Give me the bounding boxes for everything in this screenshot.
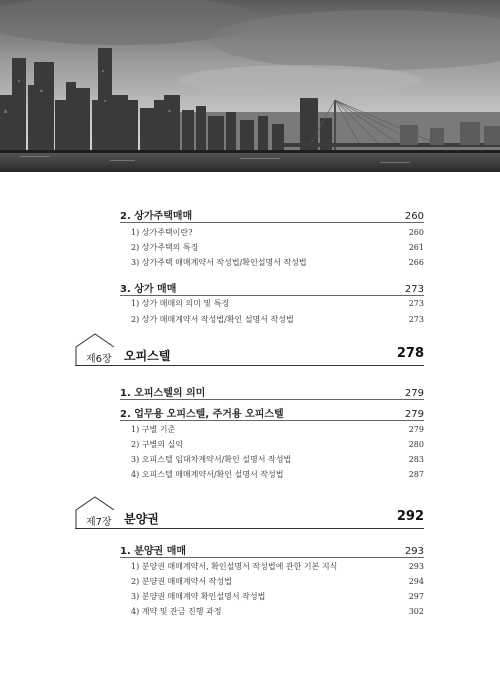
toc-item-entry[interactable] bbox=[131, 257, 424, 268]
toc-item-entry[interactable] bbox=[131, 576, 424, 587]
toc-section-entry[interactable] bbox=[120, 384, 424, 399]
section-page-number: 293 bbox=[404, 546, 424, 557]
section-divider bbox=[120, 222, 424, 223]
section-divider bbox=[120, 420, 424, 421]
item-label: 3) 분양권 매매계약 확인설명서 작성법 bbox=[131, 592, 266, 601]
item-label: 1) 상가주택이란? bbox=[131, 228, 193, 237]
item-label: 4) 오피스텔 매매계약서/확인 설명서 작성법 bbox=[131, 470, 284, 479]
chapter-heading[interactable] bbox=[75, 496, 424, 530]
section-page-number: 279 bbox=[404, 409, 424, 420]
item-page-number: 273 bbox=[408, 315, 424, 324]
chapter-title: 분양권 bbox=[124, 512, 159, 526]
section-page-number: 260 bbox=[404, 211, 424, 222]
item-page-number: 293 bbox=[408, 562, 424, 571]
chapter-page-number: 278 bbox=[396, 346, 424, 361]
item-label: 2) 상가주택의 특징 bbox=[131, 243, 199, 252]
section-title: 2. 상가주택매매 bbox=[120, 211, 193, 222]
chapter-divider bbox=[75, 365, 424, 366]
item-page-number: 287 bbox=[408, 470, 424, 479]
toc-item-entry[interactable] bbox=[131, 314, 424, 325]
item-page-number: 302 bbox=[408, 607, 424, 616]
toc-item-entry[interactable] bbox=[131, 454, 424, 465]
section-page-number: 279 bbox=[404, 388, 424, 399]
item-page-number: 273 bbox=[408, 299, 424, 308]
toc-item-entry[interactable] bbox=[131, 469, 424, 480]
section-title: 3. 상가 매매 bbox=[120, 284, 177, 295]
item-page-number: 280 bbox=[408, 440, 424, 449]
toc-section-entry[interactable] bbox=[120, 542, 424, 557]
chapter-number: 제7장 bbox=[86, 517, 112, 528]
chapter-number: 제6장 bbox=[86, 354, 112, 365]
toc-item-entry[interactable] bbox=[131, 424, 424, 435]
toc-item-entry[interactable] bbox=[131, 227, 424, 238]
item-page-number: 294 bbox=[408, 577, 424, 586]
toc-item-entry[interactable] bbox=[131, 606, 424, 617]
item-label: 1) 상가 매매의 의미 및 특징 bbox=[131, 299, 230, 308]
toc-item-entry[interactable] bbox=[131, 561, 424, 572]
section-title: 2. 업무용 오피스텔, 주거용 오피스텔 bbox=[120, 409, 284, 420]
section-divider bbox=[120, 295, 424, 296]
item-page-number: 260 bbox=[408, 228, 424, 237]
item-page-number: 297 bbox=[408, 592, 424, 601]
chapter-divider bbox=[75, 528, 424, 529]
toc-item-entry[interactable] bbox=[131, 439, 424, 450]
toc-item-entry[interactable] bbox=[131, 298, 424, 309]
toc-item-entry[interactable] bbox=[131, 591, 424, 602]
item-label: 4) 계약 및 잔금 진행 과정 bbox=[131, 607, 222, 616]
section-page-number: 273 bbox=[404, 284, 424, 295]
section-title: 1. 오피스텔의 의미 bbox=[120, 388, 206, 399]
chapter-heading[interactable] bbox=[75, 333, 424, 367]
section-divider bbox=[120, 557, 424, 558]
item-page-number: 279 bbox=[408, 425, 424, 434]
item-label: 3) 오피스텔 임대차계약서/확인 설명서 작성법 bbox=[131, 455, 292, 464]
item-label: 2) 구별의 실익 bbox=[131, 440, 183, 449]
item-label: 2) 분양권 매매계약서 작성법 bbox=[131, 577, 232, 586]
toc-section-entry[interactable] bbox=[120, 280, 424, 295]
chapter-title: 오피스텔 bbox=[124, 349, 171, 363]
item-page-number: 261 bbox=[408, 243, 424, 252]
section-title: 1. 분양권 매매 bbox=[120, 546, 187, 557]
item-label: 1) 구별 기준 bbox=[131, 425, 176, 434]
toc-section-entry[interactable] bbox=[120, 405, 424, 420]
toc-item-entry[interactable] bbox=[131, 242, 424, 253]
item-label: 1) 분양권 매매계약서, 확인설명서 작성법에 관한 기본 지식 bbox=[131, 562, 338, 571]
chapter-page-number: 292 bbox=[396, 509, 424, 524]
item-page-number: 283 bbox=[408, 455, 424, 464]
section-divider bbox=[120, 399, 424, 400]
item-page-number: 266 bbox=[408, 258, 424, 267]
item-label: 2) 상가 매매계약서 작성법/확인 설명서 작성법 bbox=[131, 315, 294, 324]
toc-section-entry[interactable] bbox=[120, 207, 424, 222]
item-label: 3) 상가주택 매매계약서 작성법/확인설명서 작성법 bbox=[131, 258, 307, 267]
